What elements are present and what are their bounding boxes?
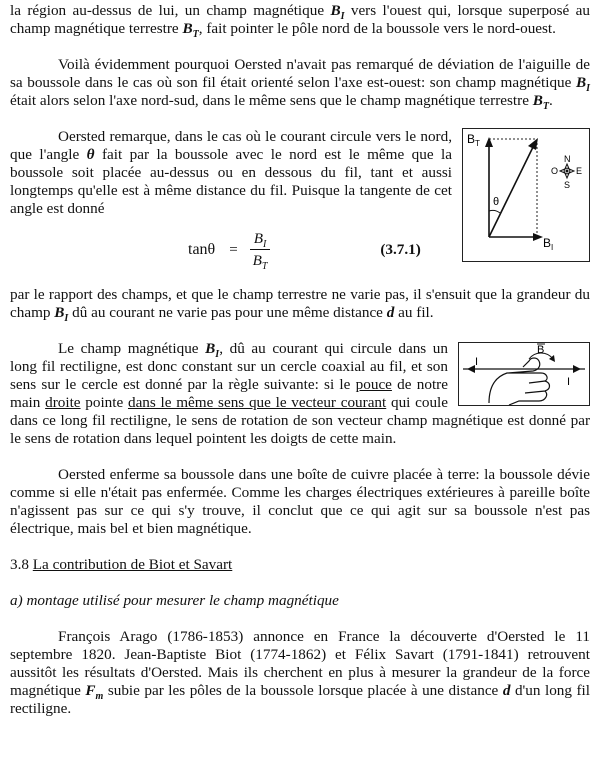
symbol-b-i: $B_I$	[330, 2, 345, 23]
symbol-d: d	[502, 682, 511, 699]
current-label-left: I	[475, 356, 479, 368]
paragraph-3: Oersted remarque, dans le cas où le courant circule vers le nord, que l'angle θ fait par la boussole avec le nord est le même que la boussole soit placée au-dessus ou en dessous du fil, tant et aussi longtemps qu'elle est à même distance du fil. Puisque la tangente de cet angle est donné	[10, 128, 452, 217]
hand-icon	[489, 358, 550, 405]
subsection-heading: a) montage utilisé pour mesurer le champ magnétique	[10, 592, 339, 609]
fraction-numerator: $B_I$	[250, 230, 271, 250]
bi-arrowhead	[533, 233, 543, 241]
compass-n: N	[564, 154, 571, 164]
document-page	[10, 2, 590, 718]
bt-label: $B_T$	[467, 132, 480, 148]
symbol-f-m: $F_m$	[85, 682, 104, 703]
underlined-meme-sens: dans le même sens que le vecteur courant	[127, 394, 387, 411]
compass-o: O	[551, 166, 559, 176]
field-label: B	[537, 344, 545, 356]
symbol-b-i: $B_I$	[575, 74, 590, 95]
paragraph-6: Oersted enferme sa boussole dans une boîte de cuivre placée à terre: la boussole dévie comme si elle n'était pas enfermée. Comme les charges électriques extérieures à pareille boîte n'agissent pas sur ce qui s'y trouve, il conclut que ce qui agit sur sa boussole n'est pas électrique, mais bel et bien magnétique.	[10, 466, 590, 537]
paragraph-4: par le rapport des champs, et que le champ terrestre ne varie pas, il s'ensuit que la grandeur du champ $B_I$ dû au courant ne varie pas pour une même distance d au fil.	[10, 286, 590, 325]
symbol-d: d	[386, 304, 395, 321]
current-arrow-right-icon	[573, 365, 581, 373]
fraction-denominator: $B_T$	[252, 252, 268, 273]
paragraph-5: Le champ magnétique $B_I$, dû au courant qui circule dans un long fil rectiligne, est donc constant sur un cercle coaxial au fil, et son sens sur le cercle est donné par la règle suivante: si le pouce de notre main droite pointe dans le même sens que le vecteur courant qui coule dans ce long fil rectiligne, le sens de rotation de son vecteur champ magnétique est donné par le sens de rotation dans lequel pointent les doigts de cette main.	[10, 340, 590, 447]
current-label-right: I	[567, 376, 571, 388]
section-heading	[10, 556, 590, 574]
compass-e: E	[576, 166, 583, 176]
underlined-droite: droite	[45, 394, 81, 411]
compass-rose-icon	[560, 164, 574, 178]
current-arrow-left-icon	[467, 365, 475, 373]
symbol-b-t: $B_T$	[532, 92, 549, 113]
symbol-theta: θ	[86, 146, 95, 163]
bt-arrowhead	[485, 137, 493, 147]
symbol-b-t: $B_T$	[182, 20, 199, 41]
right-hand-rule-figure	[458, 342, 590, 406]
angle-arc	[489, 210, 500, 213]
equation-fraction	[250, 230, 271, 273]
compass-s: S	[564, 180, 571, 190]
bi-label: $B_I$	[543, 236, 554, 252]
equation-equals: =	[229, 242, 238, 258]
theta-label: θ	[493, 196, 500, 208]
equation-lhs: tanθ	[188, 241, 216, 258]
equation-3-7-1	[10, 222, 452, 278]
symbol-b-i: $B_I$	[205, 340, 220, 361]
paragraph-1: la région au-dessus de lui, un champ magnétique $B_I$ vers l'ouest qui, lorsque superposé au champ magnétique terrestre $B_T$, fait pointer le pôle nord de la boussole vers le nord-ouest.	[10, 2, 590, 41]
field-vector-figure	[462, 128, 590, 262]
underlined-pouce: pouce	[355, 376, 392, 393]
resultant-vector	[489, 143, 535, 237]
paragraph-2: Voilà évidemment pourquoi Oersted n'avait pas remarqué de déviation de l'aiguille de sa boussole dans le cas où son fil était orienté selon l'axe est-ouest: son champ magnétique $B_I$ était alors selon l'axe nord-sud, dans le même sens que le champ magnétique terrestre $B_T$.	[10, 56, 590, 113]
symbol-b-i: $B_I$	[54, 304, 69, 325]
paragraph-7: François Arago (1786-1853) annonce en France la découverte d'Oersted le 11 septembre 1820. Jean-Baptiste Biot (1774-1862) et Félix Savart (1791-1841) retrouvent aussitôt les résultats d'Oersted. Mais ils cherchent en plus à mesurer la grandeur de la force magnétique $F_m$ subie par les pôles de la boussole lorsque placée à une distance d d'un long fil rectiligne.	[10, 628, 591, 717]
equation-number: (3.7.1)	[380, 241, 421, 258]
section-title: La contribution de Biot et Savart	[32, 556, 233, 573]
section-number: 3.8	[10, 556, 33, 573]
